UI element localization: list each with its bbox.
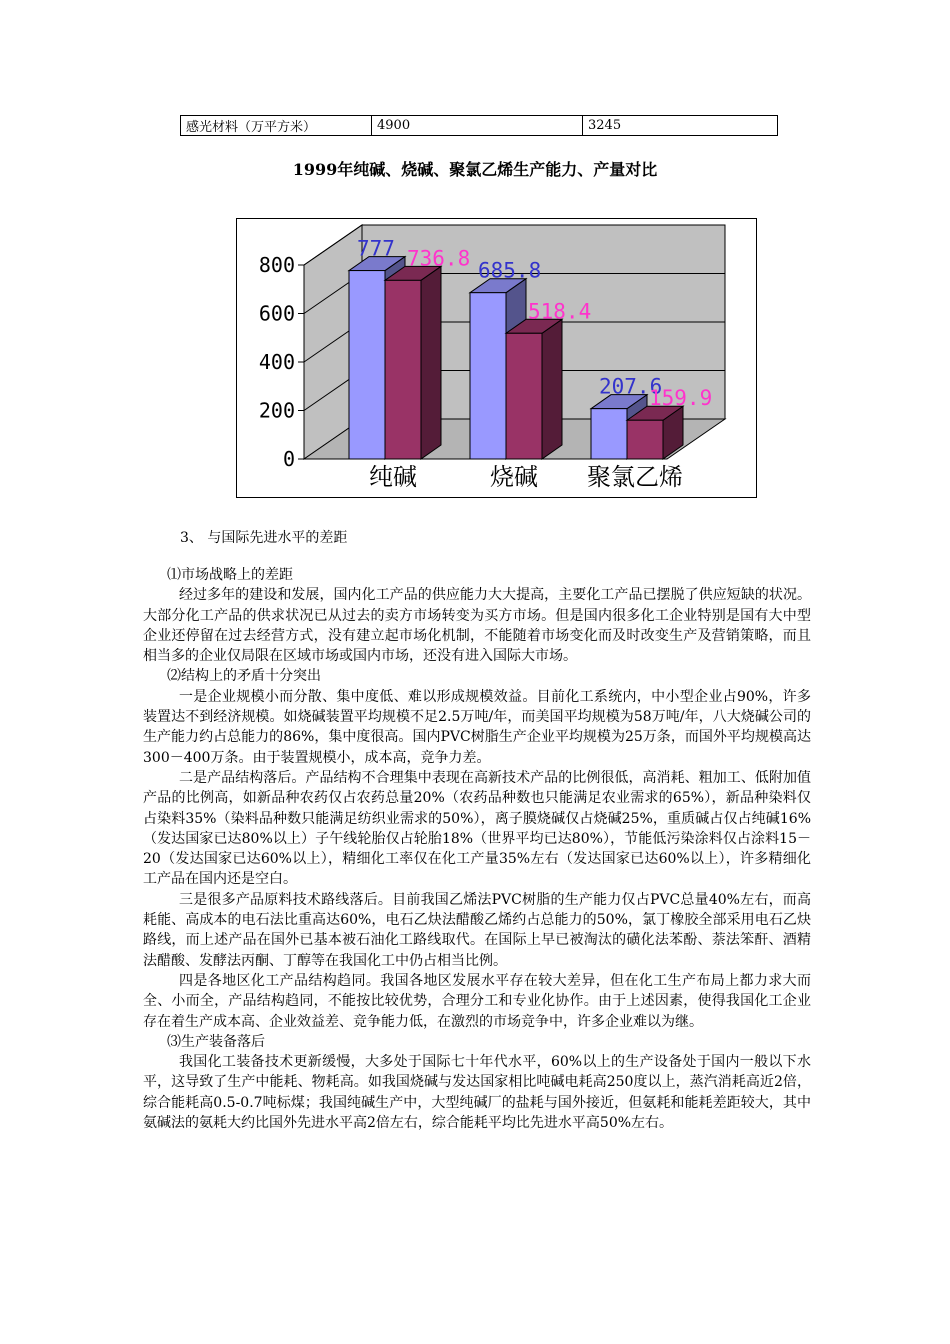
y-tick-label: 800: [258, 253, 295, 277]
paragraph: 我国化工装备技术更新缓慢，大多处于国际七十年代水平，60%以上的生产设备处于国内一般以下水平，这导致了生产中能耗、物耗高。如我国烧碱与发达国家相比吨碱电耗高250度以上，蒸汽消耗高近2倍，综合能耗高0.5-0.7吨标煤；我国纯碱生产中，大型纯碱厂的盐耗与国外接近，但氨耗和能耗差距较大，其中氨碱法的氨耗大约比国外先进水平高2倍左右，综合能耗平均比先进水平高50%左右。: [143, 1054, 811, 1132]
x-category-label: 纯碱: [369, 463, 417, 491]
bar-side: [542, 319, 562, 459]
x-category-label: 聚氯乙烯: [587, 463, 683, 491]
table-row: [181, 116, 778, 136]
data-label: 518.4: [528, 299, 592, 324]
data-label: 159.9: [649, 386, 713, 411]
data-label: 777: [357, 236, 395, 261]
bar: [627, 420, 663, 459]
bar-chart: [236, 218, 757, 498]
paragraph: 四是各地区化工产品结构趋同。我国各地区发展水平存在较大差异，但在化工生产布局上都力求大而全、小而全，产品结构趋同，不能按比较优势，合理分工和专业化协作。由于上述因素，使得我国化工企业存在着生产成本高、企业效益差、竞争能力低，在激烈的市场竞争中，许多企业难以为继。: [143, 972, 811, 1030]
subsection-heading-1: ⑴市场战略上的差距: [167, 567, 293, 583]
table-cell-value-2: 3245: [583, 116, 778, 136]
y-tick-label: 600: [258, 301, 295, 326]
subsection-heading-2: ⑵结构上的矛盾十分突出: [167, 668, 321, 685]
data-table: [180, 115, 778, 136]
y-tick-label: 0: [282, 447, 295, 471]
bar: [591, 409, 627, 459]
y-tick-label: 400: [258, 350, 295, 374]
bar: [470, 293, 506, 459]
data-label: 736.8: [407, 246, 471, 271]
bar: [385, 280, 421, 459]
bar: [349, 271, 385, 459]
paragraph: 一是企业规模小而分散、集中度低、难以形成规模效益。目前化工系统内，中小型企业占90%，许多装置达不到经济规模。如烧碱装置平均规模不足2.5万吨/年，而美国平均规模为58万吨/年，八大烧碱公司的生产能力约占总能力的86%，集中度很高。国内PVC树脂生产企业平均规模为25万条，而国外平均规模高达300－400万条。由于装置规模小，成本高，竞争力差。: [143, 688, 811, 766]
body-text: [143, 565, 811, 1133]
paragraph: 经过多年的建设和发展，国内化工产品的供应能力大大提高，主要化工产品已摆脱了供应短缺的状况。大部分化工产品的供求状况已从过去的卖方市场转变为买方市场。但是国内很多化工企业特别是国有大中型企业还停留在过去经营方式，没有建立起市场化机制，不能随着市场变化而及时改变生产及营销策略，而且相当多的企业仅局限在区域市场或国内市场，还没有进入国际大市场。: [143, 587, 811, 665]
chart-title: 1999年纯碱、烧碱、聚氯乙烯生产能力、产量对比: [292, 160, 658, 179]
chart-canvas: [237, 219, 756, 497]
y-tick-label: 200: [258, 398, 295, 423]
data-label: 207.6: [599, 374, 663, 399]
table-cell-label: 感光材料（万平方米）: [181, 116, 372, 136]
bar: [506, 333, 542, 459]
x-category-label: 烧碱: [490, 463, 538, 491]
data-label: 685.8: [478, 258, 542, 283]
section-heading: 3、 与国际先进水平的差距: [180, 530, 348, 546]
table-cell-value-1: 4900: [372, 116, 583, 136]
subsection-heading-3: ⑶生产装备落后: [167, 1033, 265, 1050]
paragraph: 三是很多产品原料技术路线落后。目前我国乙烯法PVC树脂的生产能力仅占PVC总量40%左右，而高耗能、高成本的电石法比重高达60%，电石乙炔法醋酸乙烯约占总能力的50%，氯丁橡胶全部采用电石乙炔路线，而上述产品在国外已基本被石油化工路线取代。在国际上早已被淘汰的磺化法苯酚、萘法笨酐、酒精法醋酸、发酵法丙酮、丁醇等在我国化工中仍占相当比例。: [143, 891, 811, 969]
paragraph: 二是产品结构落后。产品结构不合理集中表现在高新技术产品的比例很低，高消耗、粗加工、低附加值产品的比例高，如新品种农药仅占农药总量20%（农药品种数也只能满足农业需求的65%），新品种染料仅占染料35%（染料品种数只能满足纺织业需求的50%），离子膜烧碱仅占烧碱25%，重质碱占仅占纯碱16%（发达国家已达80%以上）子午线轮胎仅占轮胎18%（世界平均已达80%），节能低污染涂料仅占涂料15－20（发达国家已达60%以上），精细化工率仅在化工产量35%左右（发达国家已达60%以上），许多精细化工产品在国内还是空白。: [143, 769, 811, 888]
bar-side: [421, 266, 441, 459]
